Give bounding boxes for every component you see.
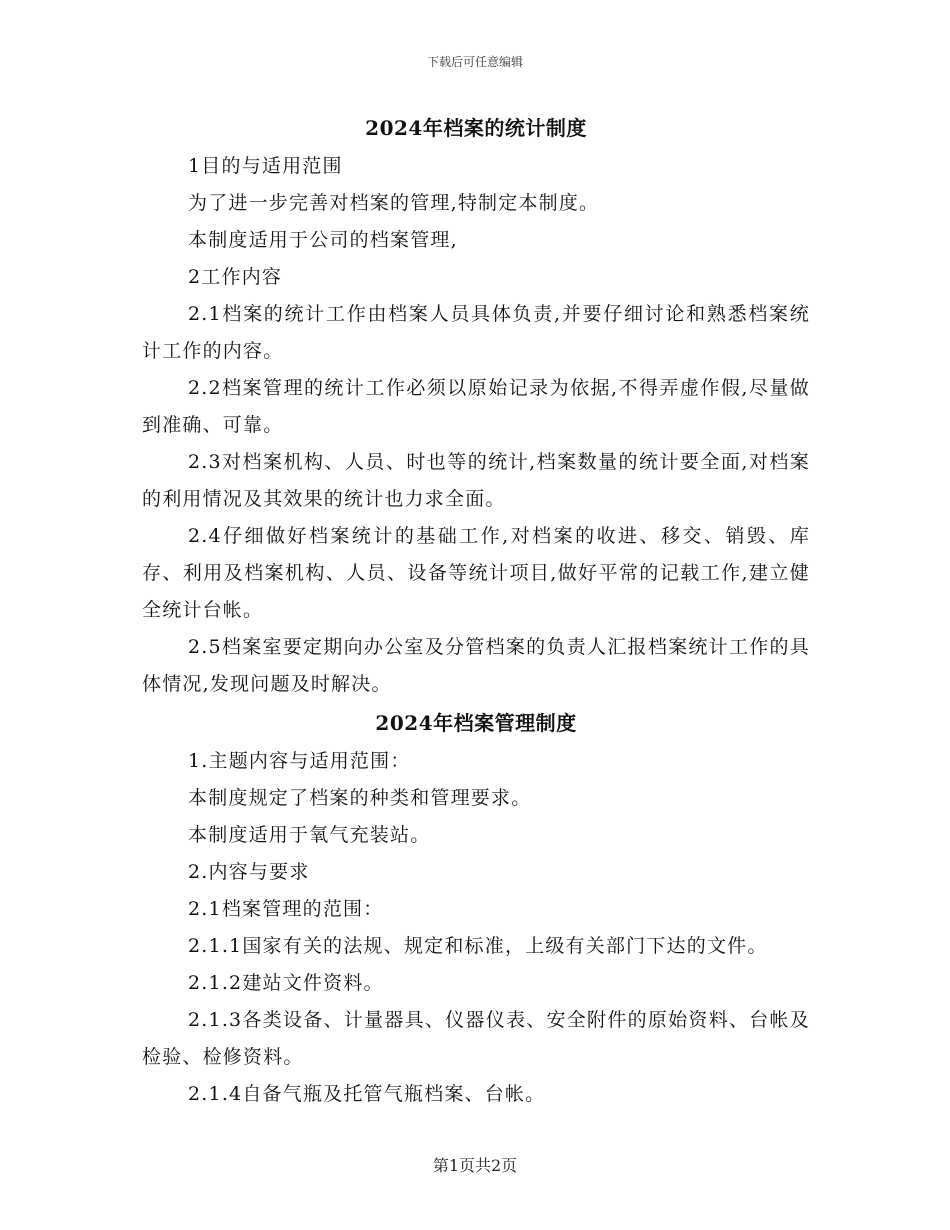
paragraph: 2.3对档案机构、人员、时也等的统计,档案数量的统计要全面,对档案的利用情况及其效果的统计也力求全面。 (142, 451, 810, 510)
section-title: 2024年档案的统计制度 (365, 116, 587, 140)
paragraph: 2.1档案管理的范围： (188, 898, 384, 920)
page-number: 第1页共2页 (432, 1156, 518, 1175)
paragraph: 2.1.2建站文件资料。 (188, 972, 384, 994)
paragraph: 本制度适用于氧气充装站。 (188, 824, 431, 846)
paragraph: 本制度规定了档案的种类和管理要求。 (188, 787, 532, 809)
paragraph: 2.1.1国家有关的法规、规定和标准，上级有关部门下达的文件。 (188, 935, 768, 957)
paragraph: 为了进一步完善对档案的管理,特制定本制度。 (188, 192, 600, 214)
paragraph: 2.2档案管理的统计工作必须以原始记录为依据,不得弄虚作假,尽量做到准确、可靠。 (142, 377, 810, 436)
section-statistics (142, 108, 810, 703)
paragraph: 1目的与适用范围 (188, 155, 343, 177)
paragraph: 2.1档案的统计工作由档案人员具体负责,并要仔细讨论和熟悉档案统计工作的内容。 (142, 303, 810, 362)
paragraph: 本制度适用于公司的档案管理, (188, 229, 458, 251)
paragraph: 2.5档案室要定期向办公室及分管档案的负责人汇报档案统计工作的具体情况,发现问题及时解决。 (142, 636, 810, 695)
paragraph: 2.4仔细做好档案统计的基础工作,对档案的收进、移交、销毁、库存、利用及档案机构、人员、设备等统计项目,做好平常的记载工作,建立健全统计台帐。 (142, 525, 810, 621)
paragraph: 2.内容与要求 (188, 861, 310, 883)
paragraph: 2.1.3各类设备、计量器具、仪器仪表、安全附件的原始资料、台帐及检验、检修资料。 (142, 1009, 810, 1068)
document-body (142, 108, 810, 1113)
paragraph: 1.主题内容与适用范围： (188, 750, 411, 772)
paragraph: 2工作内容 (188, 266, 283, 288)
section-title: 2024年档案管理制度 (375, 711, 577, 735)
paragraph: 2.1.4自备气瓶及托管气瓶档案、台帐。 (188, 1083, 546, 1105)
header-note: 下载后可任意编辑 (426, 55, 523, 69)
section-management (142, 703, 810, 1113)
